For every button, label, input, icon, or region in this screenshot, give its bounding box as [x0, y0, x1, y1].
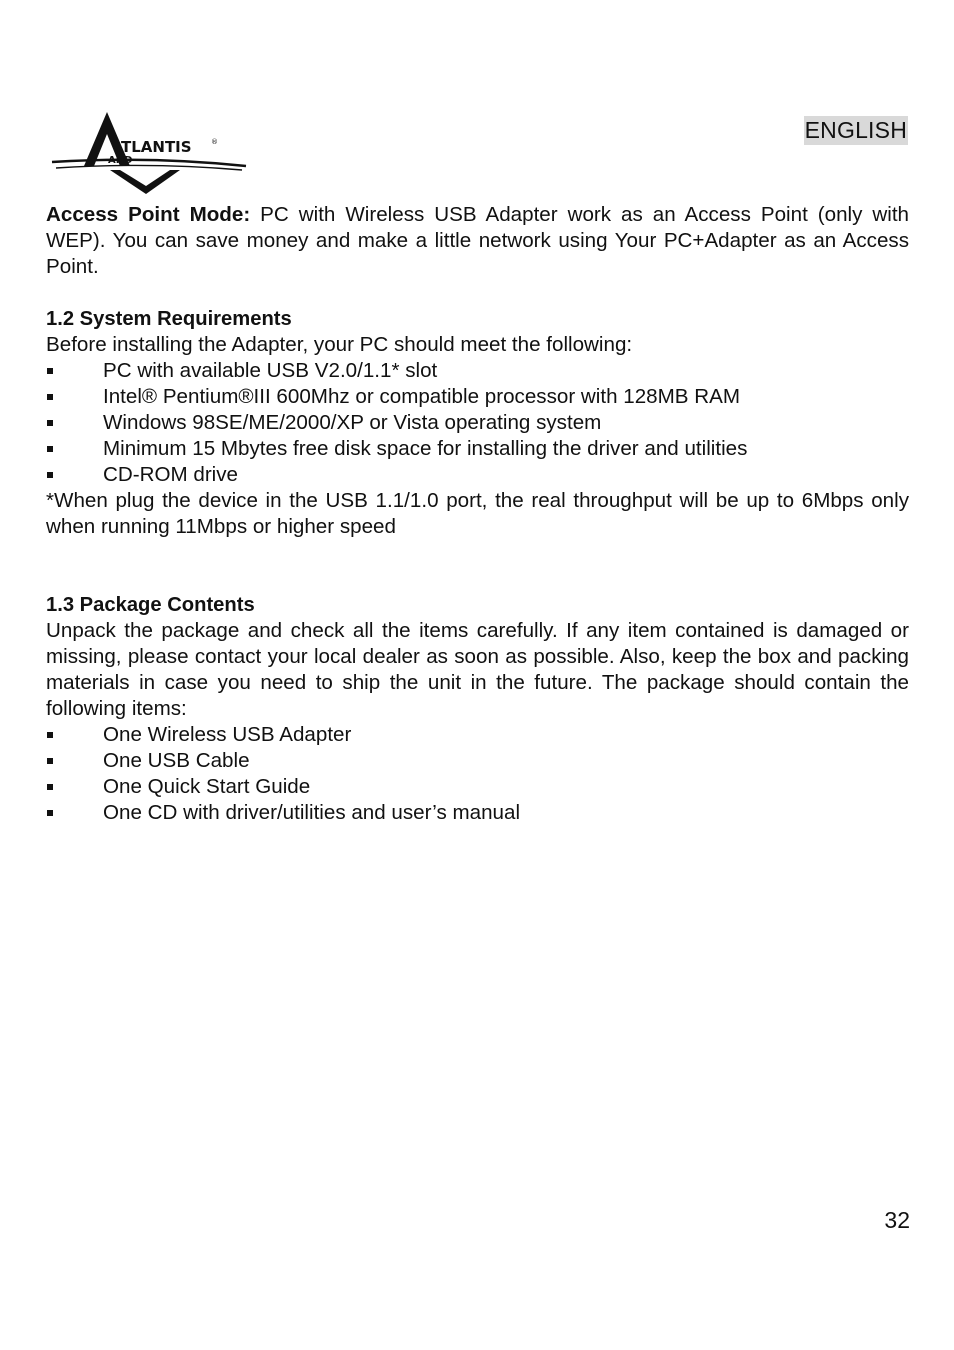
package-contents-list	[46, 722, 909, 826]
package-contents-heading: 1.3 Package Contents	[46, 594, 255, 616]
bullet-icon	[47, 758, 53, 764]
intro-paragraph	[46, 202, 909, 280]
page-number: 32	[884, 1207, 910, 1233]
bullet-icon	[47, 368, 53, 374]
intro-term: Access Point Mode:	[46, 203, 251, 226]
system-requirements-heading: 1.2 System Requirements	[46, 308, 292, 330]
bullet-icon	[47, 732, 53, 738]
atlantis-land-logo	[50, 108, 250, 198]
logo-text-main: TLANTIS	[121, 138, 192, 156]
logo-registered-mark: ®	[211, 138, 218, 146]
list-item	[46, 436, 909, 462]
list-item-text: Minimum 15 Mbytes free disk space for installing the driver and utilities	[103, 437, 748, 460]
list-item-text: Windows 98SE/ME/2000/XP or Vista operating system	[103, 411, 602, 434]
list-item	[46, 358, 909, 384]
list-item-text: PC with available USB V2.0/1.1* slot	[103, 359, 438, 382]
page-body	[46, 202, 909, 826]
list-item	[46, 722, 909, 748]
bullet-icon	[47, 472, 53, 478]
intro-text: PC with Wireless USB Adapter work as an Access Point (only with WEP). You can save money and make a little network using Your PC+Adapter as an Access Point.	[46, 203, 910, 278]
list-item	[46, 748, 909, 774]
list-item	[46, 384, 909, 410]
list-item-text: Intel® Pentium®III 600Mhz or compatible processor with 128MB RAM	[103, 385, 740, 408]
bullet-icon	[47, 394, 53, 400]
list-item-text: One CD with driver/utilities and user’s manual	[103, 801, 521, 824]
list-item	[46, 800, 909, 826]
list-item-text: One USB Cable	[103, 749, 250, 772]
spacer	[46, 540, 909, 592]
list-item-text: One Quick Start Guide	[103, 775, 311, 798]
usb-throughput-note: *When plug the device in the USB 1.1/1.0 port, the real throughput will be up to 6Mbps only when running 11Mbps or higher speed	[46, 489, 909, 538]
list-item	[46, 774, 909, 800]
logo-text-sub: AND	[108, 155, 133, 166]
list-item-text: One Wireless USB Adapter	[103, 723, 352, 746]
list-item-text: CD-ROM drive	[103, 463, 239, 486]
spacer	[46, 280, 909, 306]
system-requirements-lead: Before installing the Adapter, your PC should meet the following:	[46, 333, 633, 356]
bullet-icon	[47, 810, 53, 816]
bullet-icon	[47, 420, 53, 426]
bullet-icon	[47, 784, 53, 790]
bullet-icon	[47, 446, 53, 452]
system-requirements-list	[46, 358, 909, 488]
package-contents-lead: Unpack the package and check all the items carefully. If any item contained is damaged or missing, please contact your local dealer as soon as possible. Also, keep the box and packing materials in case you need to ship the unit in the future. The package should contain the following items:	[46, 619, 909, 720]
list-item	[46, 462, 909, 488]
list-item	[46, 410, 909, 436]
language-label: ENGLISH	[804, 117, 907, 143]
